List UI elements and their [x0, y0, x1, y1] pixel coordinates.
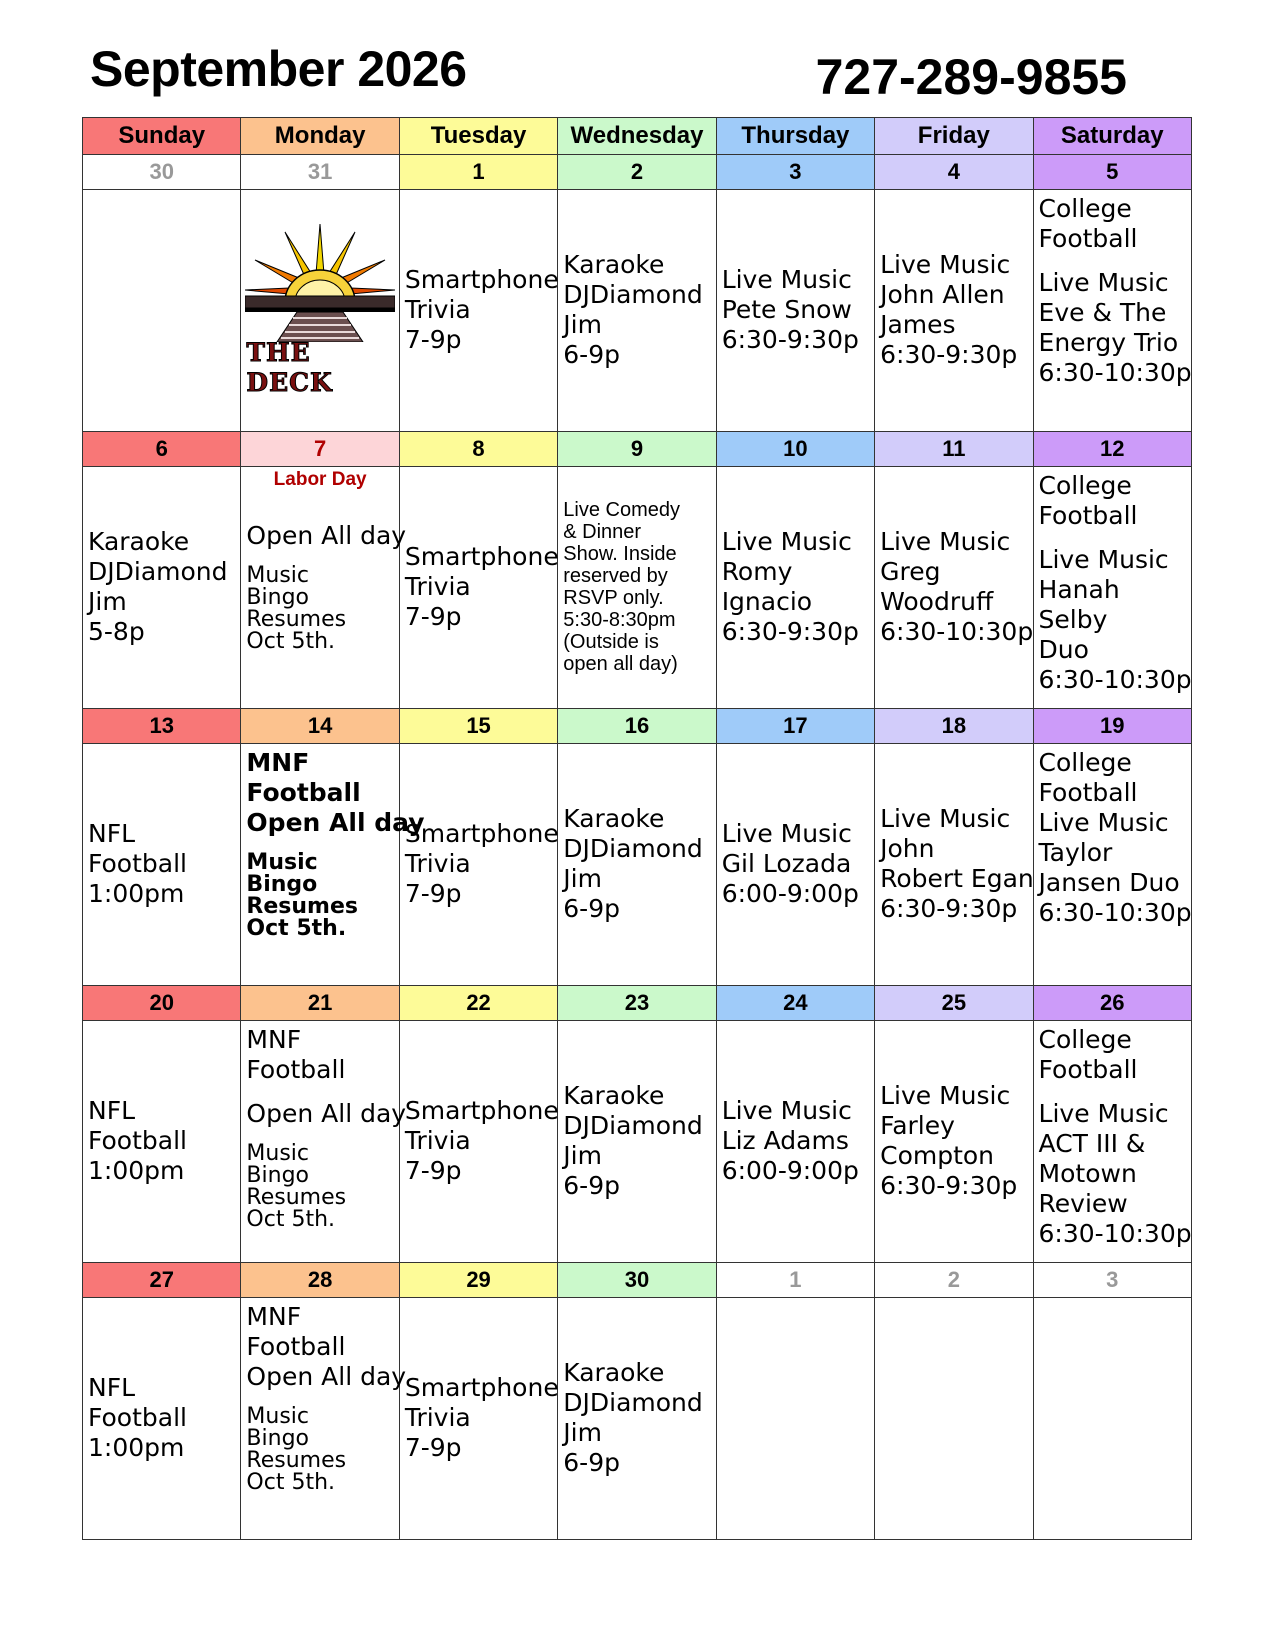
date-number: 31: [241, 155, 399, 190]
event-text: Trivia: [404, 1125, 471, 1155]
event-text: 6:30-9:30p: [721, 324, 859, 354]
day-cell-wednesday: [558, 744, 716, 986]
event-text: Trivia: [404, 1402, 471, 1432]
day-cell-friday: [875, 1021, 1033, 1263]
date-number: 4: [875, 155, 1033, 190]
phone-number: 727-289-9855: [815, 49, 1127, 105]
date-number: 9: [558, 432, 716, 467]
event-text: Jim: [563, 1417, 602, 1447]
event-text: Bingo: [246, 584, 309, 610]
date-number: 30: [558, 1263, 716, 1298]
event-text: NFL: [88, 818, 136, 848]
event-text: Romy: [721, 556, 793, 586]
event-text: 1:00pm: [88, 1155, 185, 1185]
spacer: [246, 1085, 393, 1099]
spacer: [1039, 254, 1186, 268]
day-header-sunday: Sunday: [83, 118, 241, 155]
date-number-row: [83, 432, 1192, 467]
event-text: Football: [1038, 1055, 1138, 1084]
event-text: Football: [88, 848, 187, 878]
date-number-row: [83, 1263, 1192, 1298]
day-header-row: [83, 118, 1192, 155]
event-text: MNF: [246, 1302, 302, 1331]
date-number: 7: [241, 432, 399, 467]
event-text: Motown: [1038, 1159, 1137, 1188]
event-text: Robert Egan: [880, 863, 1034, 893]
event-text: Oct 5th.: [246, 628, 336, 654]
event-text: open all day): [563, 652, 678, 675]
event-text: 6:30-9:30p: [880, 339, 1018, 369]
day-header-monday: Monday: [241, 118, 399, 155]
event-text: Hanah: [1038, 575, 1120, 604]
event-text: Karaoke: [563, 1080, 665, 1110]
event-text: 1:00pm: [88, 1432, 185, 1462]
day-cell-friday: [875, 467, 1033, 709]
event-text: Oct 5th.: [246, 1470, 336, 1495]
date-number: 30: [83, 155, 241, 190]
date-number: 25: [875, 986, 1033, 1021]
event-text: Oct 5th.: [246, 916, 347, 941]
date-number: 29: [399, 1263, 557, 1298]
date-number: 2: [875, 1263, 1033, 1298]
event-text: Music: [246, 850, 318, 875]
event-text: 6:00-9:00p: [721, 878, 859, 908]
day-cell-thursday: [716, 1021, 874, 1263]
date-number: 28: [241, 1263, 399, 1298]
day-header-tuesday: Tuesday: [399, 118, 557, 155]
date-number: 3: [1033, 1263, 1191, 1298]
event-text: MNF: [246, 748, 310, 777]
event-text: Farley: [880, 1110, 955, 1140]
event-text: College: [1038, 1025, 1132, 1054]
event-text: Football: [1038, 224, 1138, 253]
event-text: Greg: [880, 556, 941, 586]
date-number: 24: [716, 986, 874, 1021]
event-text: Open All day: [246, 808, 425, 837]
event-text: Resumes: [246, 1185, 347, 1210]
date-number: 14: [241, 709, 399, 744]
footer-divider: [82, 1543, 1192, 1547]
event-text: College: [1038, 194, 1132, 223]
event-text: Live Music: [721, 526, 852, 556]
event-text: Football: [246, 778, 361, 807]
event-text: Smartphone: [404, 1095, 559, 1125]
day-header-saturday: Saturday: [1033, 118, 1191, 155]
event-text: Football: [246, 1332, 346, 1361]
date-number: 1: [399, 155, 557, 190]
day-cell-sunday: [83, 190, 241, 432]
day-cell-friday: [875, 744, 1033, 986]
event-text: Live Music: [1038, 268, 1169, 297]
event-text: Karaoke: [563, 249, 665, 279]
day-cell-monday: [241, 467, 407, 709]
event-text: reserved by: [563, 564, 668, 587]
event-text: Trivia: [404, 848, 471, 878]
holiday-label: Labor Day: [273, 469, 367, 490]
the-deck-logo: [246, 194, 393, 425]
event-text: & Dinner: [563, 520, 642, 543]
event-text: Resumes: [246, 606, 347, 632]
date-number: 6: [83, 432, 241, 467]
date-number-row: [83, 986, 1192, 1021]
event-text: Eve & The: [1038, 298, 1167, 327]
sunrise-deck-icon: [245, 222, 395, 342]
event-text: DJDiamond: [88, 556, 228, 586]
event-text: 7-9p: [404, 878, 462, 908]
event-text: Energy Trio: [1038, 328, 1179, 357]
event-row: [83, 744, 1192, 986]
day-cell-wednesday: [558, 1298, 716, 1540]
page-title: September 2026: [90, 41, 467, 97]
event-text: 7-9p: [404, 1432, 462, 1462]
event-text: Jim: [563, 863, 602, 893]
event-text: Karaoke: [88, 526, 190, 556]
date-number: 16: [558, 709, 716, 744]
event-text: 5-8p: [88, 616, 145, 646]
event-text: NFL: [88, 1095, 136, 1125]
event-text: John: [880, 833, 935, 863]
spacer: [1039, 531, 1186, 545]
day-cell-wednesday: [558, 467, 716, 709]
event-text: 6:30-9:30p: [880, 1170, 1018, 1200]
day-cell-thursday: [716, 190, 874, 432]
event-text: Trivia: [404, 294, 471, 324]
day-cell-tuesday: [399, 1298, 557, 1540]
event-text: Live Music: [1038, 808, 1169, 837]
event-text: Football: [1038, 778, 1138, 807]
event-row: [83, 467, 1192, 709]
spacer: [1039, 1085, 1186, 1099]
date-number: 1: [716, 1263, 874, 1298]
event-text: Smartphone: [404, 264, 559, 294]
event-row: [83, 1021, 1192, 1263]
day-cell-wednesday: [558, 1021, 716, 1263]
event-text: RSVP only.: [563, 586, 664, 609]
event-text: Duo: [1038, 635, 1089, 664]
date-number: 20: [83, 986, 241, 1021]
event-text: Live Music: [880, 249, 1011, 279]
day-cell-monday: [241, 744, 425, 986]
event-text: Bingo: [246, 1163, 309, 1188]
event-text: Jansen Duo: [1038, 868, 1180, 897]
event-text: Jim: [563, 309, 602, 339]
day-cell-sunday: [83, 744, 241, 986]
date-number: 26: [1033, 986, 1191, 1021]
date-number: 12: [1033, 432, 1191, 467]
event-text: Football: [88, 1125, 187, 1155]
day-cell-friday: [875, 1298, 1033, 1540]
event-text: DJDiamond: [563, 1110, 703, 1140]
event-text: Live Music: [721, 264, 852, 294]
date-number: 23: [558, 986, 716, 1021]
day-cell-sunday: [83, 1021, 241, 1263]
day-cell-thursday: [716, 467, 874, 709]
event-text: Smartphone: [404, 541, 559, 571]
day-cell-sunday: [83, 1298, 241, 1540]
event-text: 6:00-9:00p: [721, 1155, 859, 1185]
date-number: 17: [716, 709, 874, 744]
day-cell-thursday: [716, 1298, 874, 1540]
event-text: Live Music: [721, 818, 852, 848]
date-number: 5: [1033, 155, 1191, 190]
event-text: Open All day: [246, 520, 407, 550]
event-text: DJDiamond: [563, 279, 703, 309]
day-cell-friday: [875, 190, 1033, 432]
date-number: 18: [875, 709, 1033, 744]
day-cell-sunday: [83, 467, 241, 709]
event-text: Show. Inside: [563, 542, 677, 565]
event-text: Resumes: [246, 1448, 347, 1473]
event-text: Oct 5th.: [246, 1207, 336, 1232]
event-text: Football: [88, 1402, 187, 1432]
event-text: Jim: [563, 1140, 602, 1170]
event-text: (Outside is: [563, 630, 659, 653]
event-text: 6:30-10:30p: [1038, 358, 1192, 387]
event-text: 6:30-10:30p: [880, 616, 1034, 646]
day-header-wednesday: Wednesday: [558, 118, 716, 155]
event-text: Pete Snow: [721, 294, 852, 324]
event-text: Trivia: [404, 571, 471, 601]
event-text: Bingo: [246, 872, 318, 897]
event-text: Woodruff: [880, 586, 994, 616]
event-text: 7-9p: [404, 601, 462, 631]
event-text: Selby: [1038, 605, 1108, 634]
event-text: 1:00pm: [88, 878, 185, 908]
day-cell-monday: [241, 1021, 407, 1263]
event-text: 6-9p: [563, 1170, 620, 1200]
event-text: MNF: [246, 1025, 302, 1054]
event-text: Compton: [880, 1140, 995, 1170]
event-text: Karaoke: [563, 1357, 665, 1387]
event-text: Live Music: [880, 803, 1011, 833]
calendar-grid: [82, 117, 1192, 1540]
day-cell-monday: [241, 1298, 407, 1540]
event-text: Music: [246, 1141, 310, 1166]
event-text: Music: [246, 1404, 310, 1429]
event-text: 6:30-9:30p: [721, 616, 859, 646]
event-text: Live Music: [721, 1095, 852, 1125]
event-text: Karaoke: [563, 803, 665, 833]
event-text: Live Music: [880, 1080, 1011, 1110]
event-text: Jim: [88, 586, 127, 616]
logo-text: THE DECK: [246, 337, 333, 397]
date-number: 10: [716, 432, 874, 467]
event-text: College: [1038, 471, 1132, 500]
date-number: 21: [241, 986, 399, 1021]
event-text: Open All day: [246, 1362, 407, 1391]
event-text: Smartphone: [404, 818, 559, 848]
date-number: 3: [716, 155, 874, 190]
date-number: 13: [83, 709, 241, 744]
event-text: Live Music: [880, 526, 1011, 556]
event-text: NFL: [88, 1372, 136, 1402]
event-text: Taylor: [1038, 838, 1113, 867]
event-text: DJDiamond: [563, 833, 703, 863]
event-row: [83, 190, 1192, 432]
day-cell-saturday: [1033, 744, 1191, 986]
event-text: 6:30-10:30p: [1038, 1219, 1192, 1248]
event-text: Live Comedy: [563, 498, 680, 521]
event-text: James: [880, 309, 956, 339]
date-number: 19: [1033, 709, 1191, 744]
event-text: 6:30-10:30p: [1038, 665, 1192, 694]
day-cell-thursday: [716, 744, 874, 986]
event-text: 6:30-10:30p: [1038, 898, 1192, 927]
day-cell-tuesday: [399, 467, 557, 709]
event-text: Resumes: [246, 894, 358, 919]
event-text: Live Music: [1038, 1099, 1169, 1128]
date-number: 11: [875, 432, 1033, 467]
day-cell-wednesday: [558, 190, 716, 432]
day-cell-saturday: [1033, 467, 1191, 709]
event-text: 6-9p: [563, 1447, 620, 1477]
event-text: Ignacio: [721, 586, 813, 616]
event-text: Football: [1038, 501, 1138, 530]
event-text: 6:30-9:30p: [880, 893, 1018, 923]
event-text: College: [1038, 748, 1132, 777]
event-text: Music: [246, 562, 310, 588]
day-cell-saturday: [1033, 190, 1191, 432]
date-number: 15: [399, 709, 557, 744]
event-text: Smartphone: [404, 1372, 559, 1402]
event-text: DJDiamond: [563, 1387, 703, 1417]
day-cell-saturday: [1033, 1021, 1191, 1263]
day-cell-saturday: [1033, 1298, 1191, 1540]
event-text: Gil Lozada: [721, 848, 852, 878]
event-row: [83, 1298, 1192, 1540]
event-text: 7-9p: [404, 324, 462, 354]
event-text: Live Music: [1038, 545, 1169, 574]
date-number: 8: [399, 432, 557, 467]
day-cell-tuesday: [399, 744, 557, 986]
date-number: 22: [399, 986, 557, 1021]
event-text: Bingo: [246, 1426, 309, 1451]
event-text: Liz Adams: [721, 1125, 849, 1155]
day-cell-tuesday: [399, 190, 557, 432]
date-number-row: [83, 709, 1192, 744]
event-text: Football: [246, 1055, 346, 1084]
event-text: 5:30-8:30pm: [563, 608, 676, 631]
event-text: John Allen: [880, 279, 1005, 309]
day-header-thursday: Thursday: [716, 118, 874, 155]
date-number-row: [83, 155, 1192, 190]
event-text: ACT III &: [1038, 1129, 1146, 1158]
event-text: 6-9p: [563, 339, 620, 369]
day-cell-tuesday: [399, 1021, 557, 1263]
date-number: 27: [83, 1263, 241, 1298]
day-header-friday: Friday: [875, 118, 1033, 155]
event-text: Review: [1038, 1189, 1128, 1218]
event-text: Open All day: [246, 1099, 407, 1128]
event-text: 6-9p: [563, 893, 620, 923]
event-text: 7-9p: [404, 1155, 462, 1185]
date-number: 2: [558, 155, 716, 190]
day-cell-monday: [241, 190, 399, 432]
